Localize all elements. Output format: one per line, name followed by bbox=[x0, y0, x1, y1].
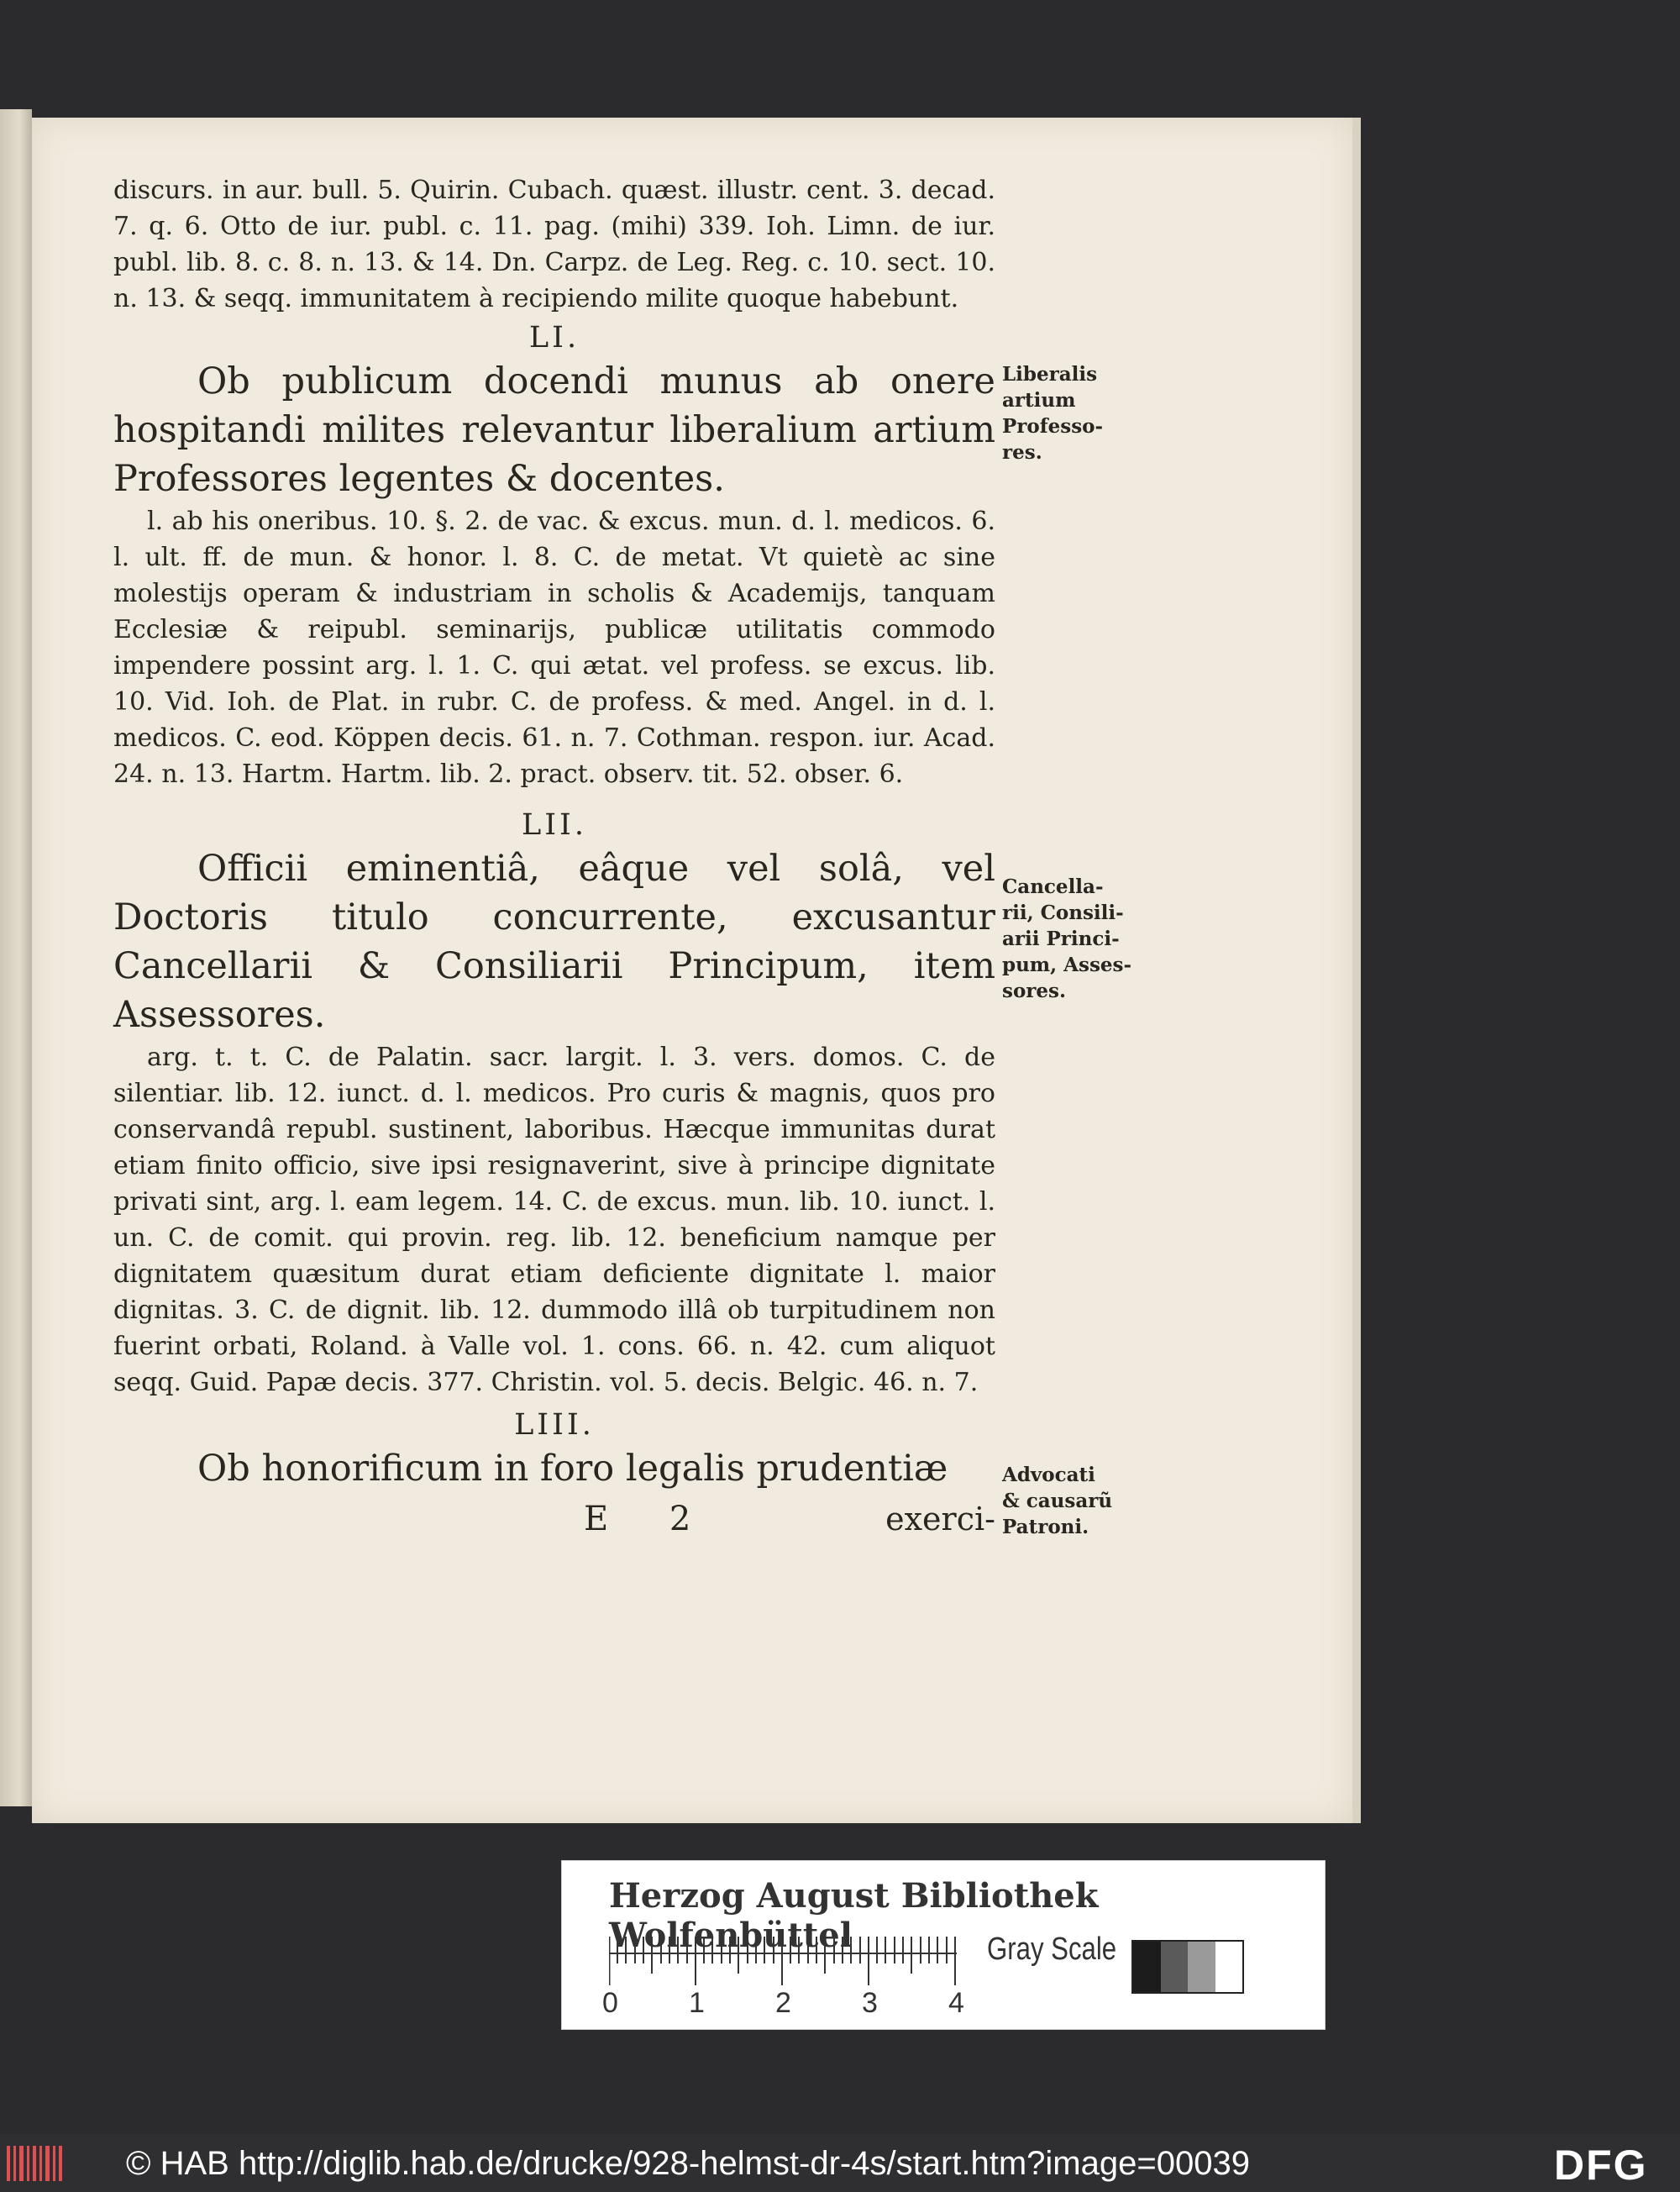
section-number-53: LIII. bbox=[514, 1408, 595, 1442]
note-51: l. ab his oneribus. 10. §. 2. de vac. & excus. mun. d. l. medicos. 6. l. ult. ff. de mun. & honor. l. 8. C. de metat. Vt quietè ac sine molestijs operam & industriam in scholis & Academijs, tanquam Ecclesiæ & reipubl. seminarijs, publicæ utilitatis commodo impendere possint arg. l. 1. C. qui ætat. vel profess. se excus. lib. 10. Vid. Ioh. de Plat. in rubr. C. de profess. & med. Angel. in d. l. medicos. C. eod. Köppen decis. 61. n. 7. Cothman. respon. iur. Acad. 24. n. 13. Hartm. Hartm. lib. 2. pract. observ. tit. 52. obser. 6. bbox=[113, 507, 995, 789]
margin-note-cancellarii bbox=[1002, 874, 1132, 1004]
barcode-icon bbox=[7, 2146, 66, 2181]
margin-note-line: Patroni. bbox=[1002, 1516, 1089, 1538]
ruler-number: 3 bbox=[862, 1987, 878, 2019]
margin-note-line: Liberalis bbox=[1002, 363, 1098, 386]
dfg-logo: DFG bbox=[1554, 2142, 1648, 2189]
source-credit-link[interactable]: © HAB http://diglib.hab.de/drucke/928-helmst-dr-4s/start.htm?image=00039 bbox=[126, 2145, 1250, 2182]
ruler-number: 0 bbox=[602, 1987, 618, 2019]
thesis-51: Ob publicum docendi munus ab onere hospitandi milites relevantur liberalium artium Professores legentes & docentes. bbox=[113, 360, 995, 500]
gray-scale-label: Gray Scale bbox=[987, 1932, 1117, 1967]
page-edge-shadow bbox=[1352, 118, 1361, 1823]
note-52: arg. t. t. C. de Palatin. sacr. largit. l. 3. vers. domos. C. de silentiar. lib. 12. iunct. d. l. medicos. Pro curis & magnis, quos pro conservandâ republ. sustinent, laboribus. Hæcque immunitas durat etiam finito officio, sive ipsi resignaverint, sive à principe dignitate privati sint, arg. l. eam legem. 14. C. de excus. mun. lib. 10. iunct. l. un. C. de comit. qui provin. reg. lib. 12. beneficium namque per dignitatem quæsitum durat etiam deficiente dignitate l. maior dignitas. 3. C. de dignit. lib. 12. dummodo illâ ob turpitudinem non fuerint orbati, Roland. à Valle vol. 1. cons. 66. n. 42. cum aliquot seqq. Guid. Papæ decis. 377. Christin. vol. 5. decis. Belgic. 46. n. 7. bbox=[113, 1043, 995, 1397]
thesis-52: Officii eminentiâ, eâque vel solâ, vel Doctoris titulo concurrente, excusantur Cancellarii & Consiliarii Principum, item Assessores. bbox=[113, 848, 995, 1036]
margin-note-line: & causarũ bbox=[1002, 1490, 1113, 1512]
margin-note-line: Cancella- bbox=[1002, 875, 1104, 898]
ruler-number: 2 bbox=[775, 1987, 791, 2019]
colour-reference-card bbox=[561, 1860, 1326, 2030]
margin-note-line: Advocati bbox=[1002, 1464, 1095, 1486]
margin-note-liberales bbox=[1002, 361, 1128, 465]
gray-swatch bbox=[1133, 1942, 1161, 1992]
viewer-footer-bar bbox=[0, 2134, 1680, 2192]
margin-note-line: arii Princi- bbox=[1002, 928, 1120, 950]
gray-swatch bbox=[1161, 1942, 1189, 1992]
margin-note-line: Professo- bbox=[1002, 415, 1104, 438]
page-footer-line bbox=[113, 1496, 995, 1542]
library-name: Herzog August Bibliothek Wolfenbüttel bbox=[609, 1876, 1099, 1955]
catchword: exerci- bbox=[885, 1501, 995, 1538]
margin-note-line: rii, Consili- bbox=[1002, 902, 1124, 924]
margin-note-line: pum, Asses- bbox=[1002, 954, 1132, 976]
ruler-number: 1 bbox=[689, 1987, 705, 2019]
section-number-51: LI. bbox=[528, 321, 580, 355]
ruler-icon bbox=[609, 1937, 957, 1985]
ruler-number: 4 bbox=[948, 1987, 964, 2019]
signature-mark: E 2 bbox=[584, 1500, 717, 1538]
margin-note-line: artium bbox=[1002, 389, 1076, 412]
top-paragraph: discurs. in aur. bull. 5. Quirin. Cubach. quæst. illustr. cent. 3. decad. 7. q. 6. Otto de iur. publ. c. 11. pag. (mihi) 339. Ioh. Limn. de iur. publ. lib. 8. c. 8. n. 13. & 14. Dn. Carpz. de Leg. Reg. c. 10. sect. 10. n. 13. & seqq. immunitatem à recipiendo milite quoque habebunt. bbox=[113, 176, 995, 313]
adjacent-page-edge bbox=[0, 109, 32, 1806]
gray-swatch bbox=[1188, 1942, 1215, 1992]
gray-swatch bbox=[1215, 1942, 1243, 1992]
page-text-column bbox=[113, 172, 995, 1542]
margin-note-advocati bbox=[1002, 1462, 1128, 1540]
margin-note-line: res. bbox=[1002, 441, 1042, 464]
thesis-53: Ob honorificum in foro legalis prudentiæ bbox=[197, 1448, 948, 1490]
margin-note-line: sores. bbox=[1002, 980, 1066, 1002]
section-number-52: LII. bbox=[521, 808, 588, 842]
gray-scale-swatches bbox=[1131, 1940, 1244, 1994]
